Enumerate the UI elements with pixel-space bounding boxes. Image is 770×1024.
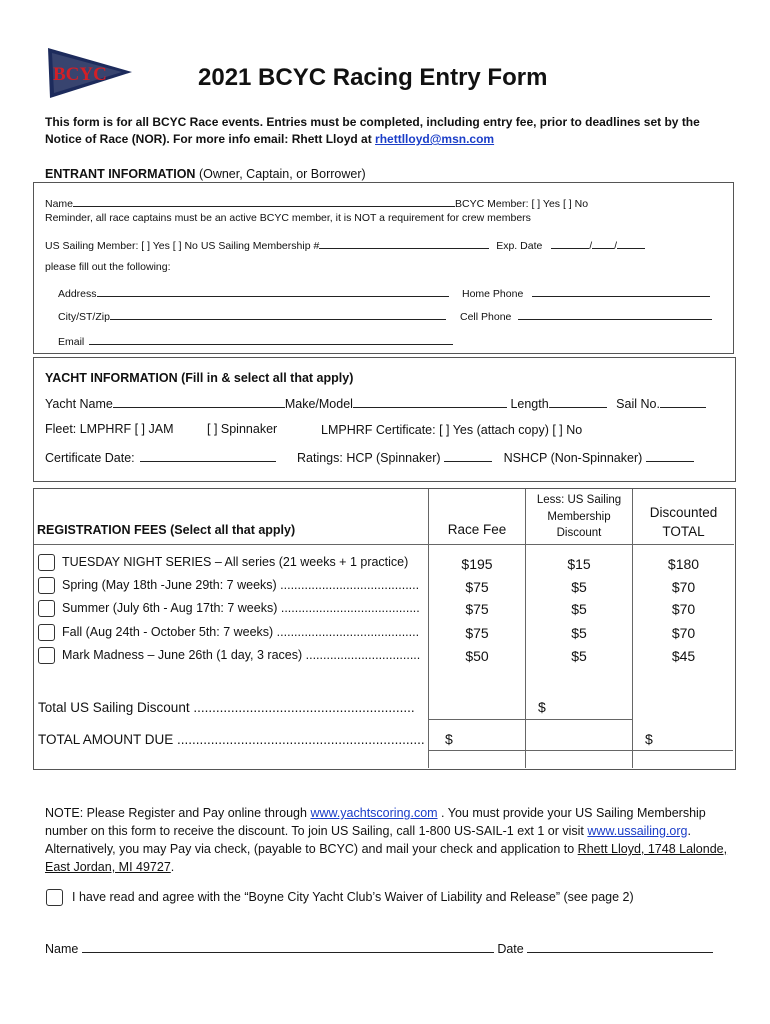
fee-row-discount: $5 bbox=[571, 601, 587, 617]
fee-row-discount: $5 bbox=[571, 648, 587, 664]
checkbox-tuesday-series[interactable] bbox=[38, 554, 55, 571]
fees-heading: REGISTRATION FEES (Select all that apply) bbox=[37, 523, 296, 537]
fees-header-divider bbox=[34, 544, 734, 545]
name-field[interactable] bbox=[73, 195, 455, 207]
name-label: Name bbox=[45, 198, 74, 210]
bcyc-logo bbox=[44, 44, 134, 102]
fee-row-total: $180 bbox=[667, 556, 700, 572]
make-model-field[interactable] bbox=[353, 396, 507, 408]
fee-row-discount: $5 bbox=[571, 579, 587, 595]
cell-phone-label: Cell Phone bbox=[460, 311, 512, 323]
exp-date-label: Exp. Date bbox=[496, 240, 543, 252]
fee-row-discount: $5 bbox=[571, 625, 587, 641]
checkbox-summer[interactable] bbox=[38, 600, 55, 617]
entrant-heading bbox=[45, 167, 366, 181]
col-discount-header bbox=[526, 492, 632, 542]
yachtscoring-link[interactable]: www.yachtscoring.com bbox=[310, 806, 438, 820]
col-total-line-2: TOTAL bbox=[662, 524, 705, 539]
certificate-field[interactable]: LMPHRF Certificate: [ ] Yes (attach copy) [ ] No bbox=[321, 423, 583, 437]
yacht-name-label: Yacht Name bbox=[45, 397, 113, 411]
col-discount-line-1: Less: US Sailing bbox=[536, 494, 622, 506]
fee-row-total: $70 bbox=[671, 601, 696, 617]
hcp-field[interactable] bbox=[444, 450, 492, 462]
fees-total-divider bbox=[428, 719, 633, 720]
total-amount-label: TOTAL AMOUNT DUE .................................................................. bbox=[38, 732, 425, 747]
total-discount-field[interactable]: $ bbox=[538, 699, 546, 715]
yacht-name-row bbox=[45, 396, 706, 411]
fill-following-text: please fill out the following: bbox=[45, 261, 171, 273]
note-text-3: . Alternatively, you may Pay via check, (payable to BCYC) and mail your check and application to bbox=[45, 824, 691, 856]
fee-row-fee: $75 bbox=[465, 579, 489, 595]
signature-date-field[interactable] bbox=[527, 941, 713, 953]
exp-year-field[interactable] bbox=[617, 237, 645, 249]
fee-row-discount: $15 bbox=[567, 556, 591, 572]
signature-row bbox=[45, 941, 713, 956]
home-phone-row bbox=[462, 285, 710, 300]
exp-month-field[interactable] bbox=[551, 237, 589, 249]
membership-number-field[interactable] bbox=[319, 237, 489, 249]
exp-slash-1: / bbox=[589, 240, 593, 252]
reminder-text: Reminder, all race captains must be an active BCYC member, it is NOT a requirement for crew members bbox=[45, 212, 531, 224]
signature-name-label: Name bbox=[45, 942, 79, 956]
cert-date-field[interactable] bbox=[140, 450, 276, 462]
mailing-address: Rhett Lloyd, 1748 Lalonde, East Jordan, MI 49727 bbox=[45, 842, 728, 874]
total-amount-fee-field[interactable]: $ bbox=[445, 731, 453, 747]
city-field[interactable] bbox=[110, 308, 446, 320]
nshcp-label: NSHCP (Non-Spinnaker) bbox=[503, 451, 643, 465]
fee-row-fee: $75 bbox=[465, 601, 489, 617]
col-discount-line-2: Membership bbox=[547, 510, 611, 523]
exp-day-field[interactable] bbox=[592, 237, 614, 249]
entrant-heading-label: ENTRANT INFORMATION bbox=[45, 167, 196, 181]
payment-note bbox=[45, 804, 735, 876]
fee-row-total: $45 bbox=[671, 648, 696, 664]
cert-date-row bbox=[45, 450, 276, 465]
checkbox-spring[interactable] bbox=[38, 577, 55, 594]
hcp-label: Ratings: HCP (Spinnaker) bbox=[297, 451, 441, 465]
fee-row-total: $70 bbox=[671, 579, 696, 595]
cell-phone-field[interactable] bbox=[518, 308, 712, 320]
total-discount-label: Total US Sailing Discount ........................................................... bbox=[38, 700, 415, 715]
make-model-label: Make/Model bbox=[284, 397, 353, 411]
intro-text bbox=[45, 114, 725, 148]
intro-body: This form is for all BCYC Race events. Entries must be completed, including entry fee, prior to deadlines set by the Notice of Race (NOR). For more info email: Rhett Lloyd at bbox=[45, 115, 700, 146]
note-text-4: . bbox=[170, 860, 175, 874]
fee-row-fee: $50 bbox=[465, 648, 489, 664]
signature-date-label: Date bbox=[497, 942, 524, 956]
fee-row-fee: $75 bbox=[465, 625, 489, 641]
waiver-checkbox[interactable] bbox=[46, 889, 63, 906]
address-label: Address bbox=[58, 288, 97, 300]
ussailing-link[interactable]: www.ussailing.org bbox=[587, 824, 688, 838]
exp-slash-2: / bbox=[614, 240, 618, 252]
sail-no-field[interactable] bbox=[660, 396, 706, 408]
cell-phone-row bbox=[460, 308, 712, 323]
home-phone-label: Home Phone bbox=[462, 288, 524, 300]
fee-row-label: TUESDAY NIGHT SERIES – All series (21 weeks + 1 practice) bbox=[62, 555, 409, 569]
signature-name-field[interactable] bbox=[82, 941, 494, 953]
nshcp-field[interactable] bbox=[646, 450, 694, 462]
home-phone-field[interactable] bbox=[532, 285, 710, 297]
checkbox-mark-madness[interactable] bbox=[38, 647, 55, 664]
col-total-header bbox=[633, 503, 734, 541]
yacht-name-field[interactable] bbox=[113, 396, 285, 408]
name-row bbox=[45, 195, 588, 210]
yacht-heading: YACHT INFORMATION (Fill in & select all that apply) bbox=[45, 371, 354, 385]
fee-row-fee: $195 bbox=[461, 556, 493, 572]
entrant-heading-sub: (Owner, Captain, or Borrower) bbox=[198, 167, 366, 181]
note-text-2: . You must provide your US Sailing Membership number on this form to receive the discount. To join US Sailing, call 1-800 US-SAIL-1 ext 1 or visit bbox=[45, 806, 706, 838]
bcyc-member-field[interactable]: BCYC Member: [ ] Yes [ ] No bbox=[455, 198, 589, 210]
email-row bbox=[58, 333, 453, 348]
fee-row-label: Fall (Aug 24th - October 5th: 7 weeks) ......................................... bbox=[62, 625, 420, 639]
cert-date-label: Certificate Date: bbox=[45, 451, 135, 465]
fee-row-total: $70 bbox=[671, 625, 696, 641]
waiver-text: I have read and agree with the “Boyne City Yacht Club’s Waiver of Liability and Release” (see page 2) bbox=[72, 890, 634, 904]
ratings-row bbox=[297, 450, 694, 465]
pennant-icon bbox=[44, 44, 134, 102]
sail-no-label: Sail No. bbox=[616, 397, 660, 411]
email-field[interactable] bbox=[89, 333, 453, 345]
city-label: City/ST/Zip bbox=[58, 311, 110, 323]
logo-text: BCYC bbox=[53, 64, 107, 85]
note-text-1: NOTE: Please Register and Pay online through bbox=[45, 806, 311, 820]
fees-bottom-divider bbox=[428, 750, 733, 751]
us-sailing-row bbox=[45, 237, 645, 252]
fee-row-label: Mark Madness – June 26th (1 day, 3 races) ................................. bbox=[62, 648, 421, 662]
fee-row-label: Summer (July 6th - Aug 17th: 7 weeks) ........................................ bbox=[62, 601, 420, 615]
total-amount-total-field[interactable]: $ bbox=[645, 731, 653, 747]
checkbox-fall[interactable] bbox=[38, 624, 55, 641]
email-label: Email bbox=[58, 336, 85, 348]
address-field[interactable] bbox=[97, 285, 449, 297]
col-discount-line-3: Discount bbox=[556, 527, 602, 539]
address-row bbox=[58, 285, 449, 300]
us-sailing-member-field[interactable]: US Sailing Member: [ ] Yes [ ] No US Sailing Membership # bbox=[45, 240, 320, 252]
fee-row-label: Spring (May 18th -June 29th: 7 weeks) ........................................ bbox=[62, 578, 420, 592]
page-title: 2021 BCYC Racing Entry Form bbox=[198, 64, 548, 91]
col-race-fee-header: Race Fee bbox=[447, 522, 507, 537]
contact-email-link[interactable]: rhettlloyd@msn.com bbox=[375, 132, 495, 146]
city-row bbox=[58, 308, 446, 323]
col-total-line-1: Discounted bbox=[649, 505, 718, 520]
length-field[interactable] bbox=[549, 396, 607, 408]
spinnaker-field[interactable]: [ ] Spinnaker bbox=[207, 422, 278, 436]
fleet-field[interactable]: Fleet: LMPHRF [ ] JAM bbox=[45, 422, 174, 436]
length-label: Length bbox=[510, 397, 549, 411]
